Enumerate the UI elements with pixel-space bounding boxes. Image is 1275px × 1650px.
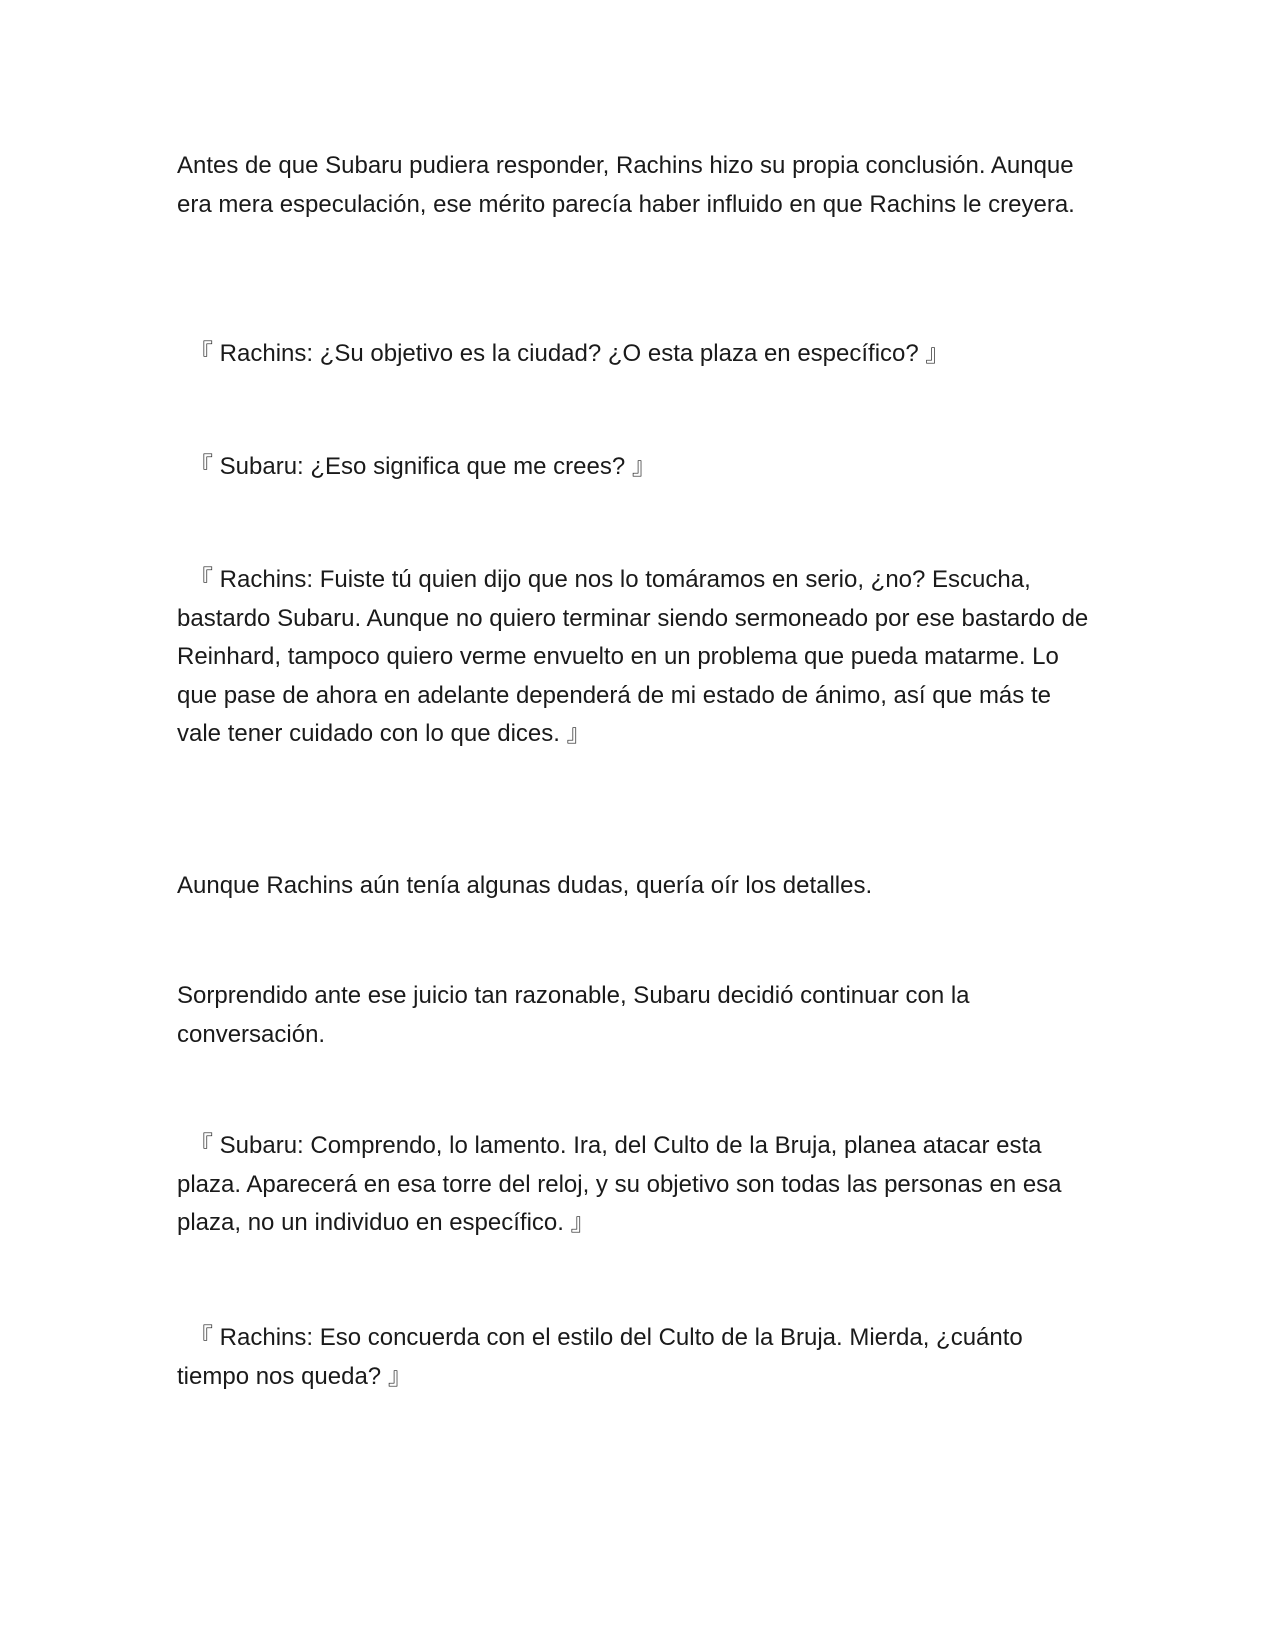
dialogue-line-subaru: 『 Subaru: Comprendo, lo lamento. Ira, del Culto de la Bruja, planea atacar esta plaza. Aparecerá en esa torre del reloj, y su objetivo son todas las personas en esa plaza, no un individuo en específico. 』 (177, 1132, 1062, 1236)
narration-paragraph: Sorprendido ante ese juicio tan razonable, Subaru decidió continuar con la conversación. (177, 982, 970, 1048)
narration-paragraph: Aunque Rachins aún tenía algunas dudas, quería oír los detalles. (177, 872, 873, 899)
dialogue-line-rachins: 『 Rachins: Eso concuerda con el estilo del Culto de la Bruja. Mierda, ¿cuánto tiempo nos queda? 』 (177, 1324, 1023, 1390)
narration-paragraph: Antes de que Subaru pudiera responder, Rachins hizo su propia conclusión. Aunque era mera especulación, ese mérito parecía haber influido en que Rachins le creyera. (177, 152, 1075, 218)
dialogue-line-rachins: 『 Rachins: Fuiste tú quien dijo que nos lo tomáramos en serio, ¿no? Escucha, bastardo Subaru. Aunque no quiero terminar siendo sermoneado por ese bastardo de Reinhard, tampoco quiero verme envuelto en un problema que pueda matarme. Lo que pase de ahora en adelante dependerá de mi estado de ánimo, así que más te vale tener cuidado con lo que dices. 』 (177, 566, 1089, 747)
dialogue-line-subaru: 『 Subaru: ¿Eso significa que me crees? 』 (189, 453, 656, 480)
dialogue-line-rachins: 『 Rachins: ¿Su objetivo es la ciudad? ¿O esta plaza en específico? 』 (189, 340, 950, 367)
